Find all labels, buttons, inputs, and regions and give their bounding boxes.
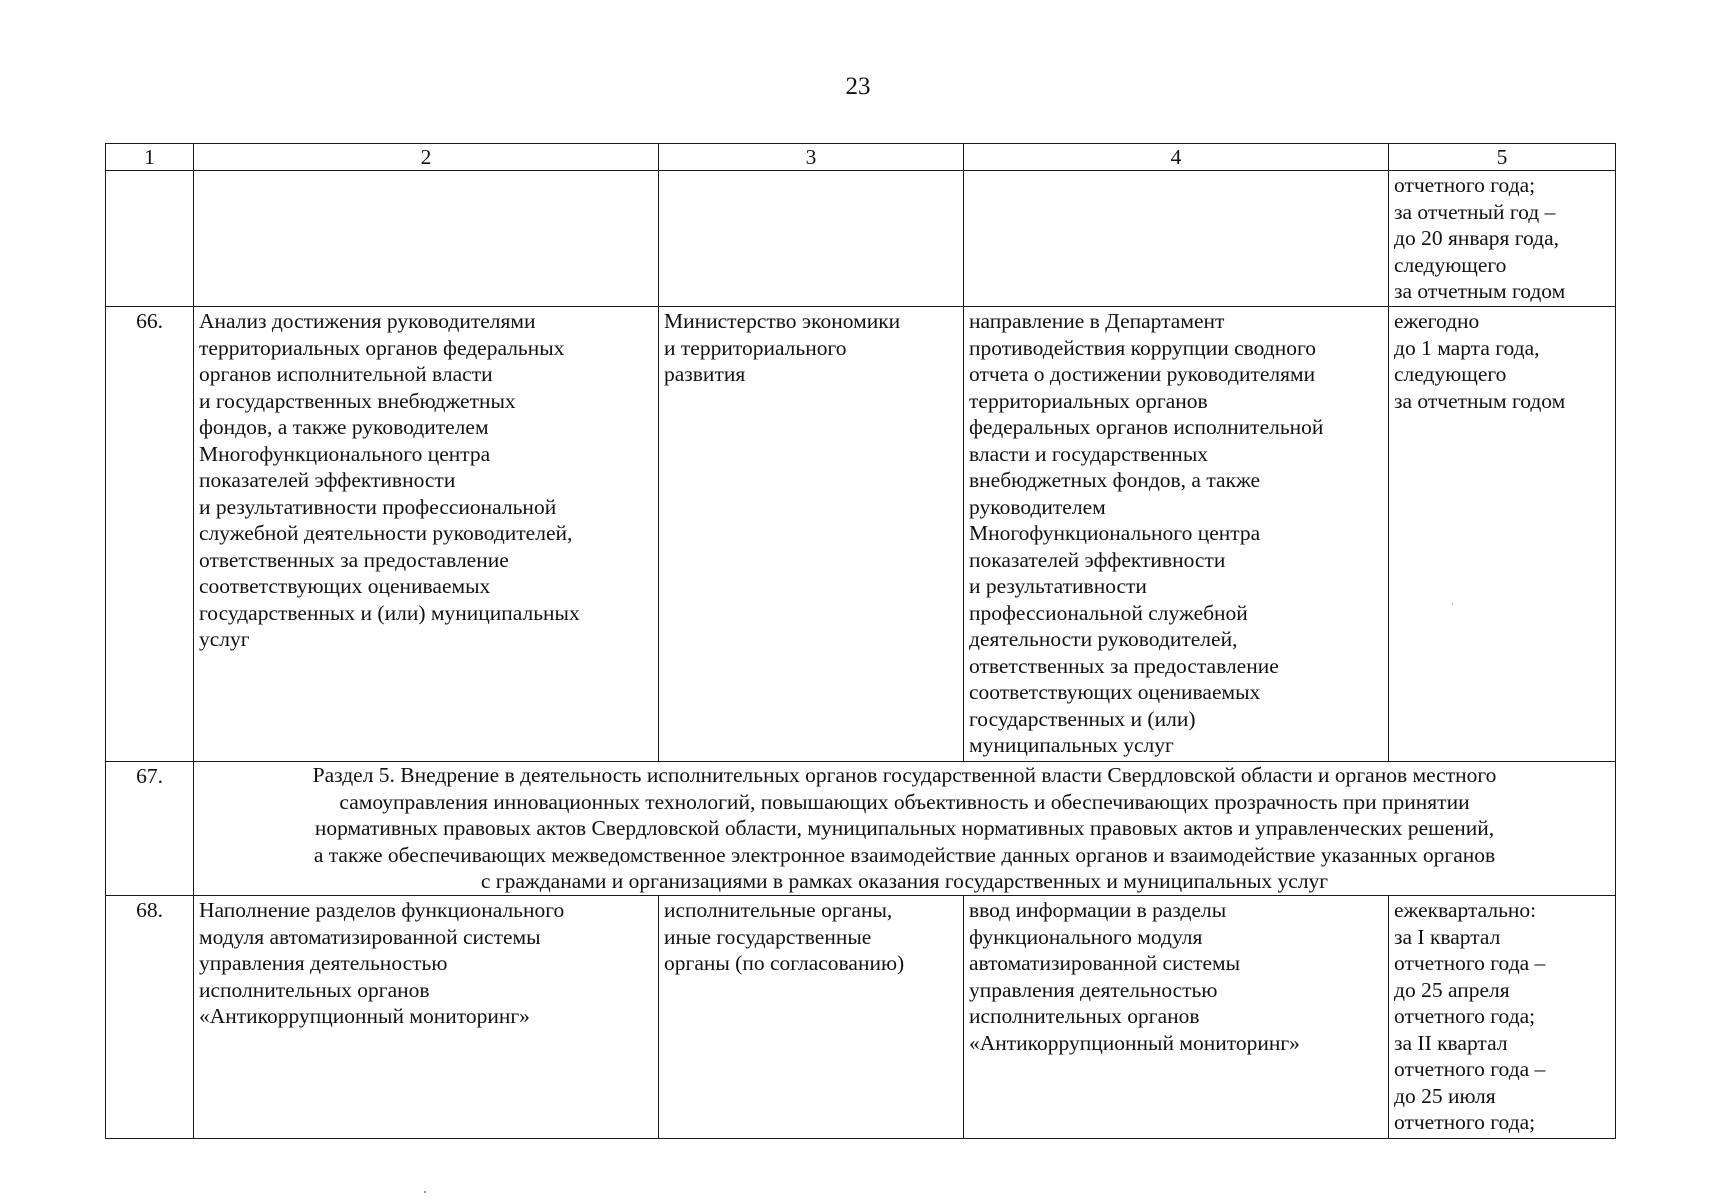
- result-cell: [964, 171, 1389, 307]
- table-row-continuation: [106, 171, 1616, 307]
- column-header-5: 5: [1389, 144, 1616, 171]
- table-row-67: [106, 762, 1616, 896]
- table-row-68: [106, 896, 1616, 1139]
- executor-cell: [659, 171, 964, 307]
- table-header-row: [106, 144, 1616, 171]
- row-number: [106, 171, 194, 307]
- row-number: 67.: [106, 762, 194, 896]
- result-cell: ввод информации в разделы функционального модуля автоматизированной системы управления деятельностью исполнительных органов «Антикоррупционный мониторинг»: [964, 896, 1389, 1139]
- column-header-4: 4: [964, 144, 1389, 171]
- result-cell: направление в Департамент противодействия коррупции сводного отчета о достижении руководителями территориальных органов федеральных органов исполнительной власти и государственных внебюджетных фондов, а также руководителем Многофункционального центра показателей эффективности и результативности профессиональной служебной деятельности руководителей, ответственных за предоставление соответствующих оцениваемых государственных и (или) муниципальных услуг: [964, 307, 1389, 762]
- executor-cell: Министерство экономики и территориального развития: [659, 307, 964, 762]
- row-number: 68.: [106, 896, 194, 1139]
- table-row-66: [106, 307, 1616, 762]
- deadline-cell: отчетного года; за отчетный год – до 20 января года, следующего за отчетным годом: [1389, 171, 1616, 307]
- executor-cell: исполнительные органы, иные государственные органы (по согласованию): [659, 896, 964, 1139]
- row-number: 66.: [106, 307, 194, 762]
- page-number: 23: [845, 73, 871, 100]
- measures-table: [105, 143, 1616, 1139]
- column-header-1: 1: [106, 144, 194, 171]
- scan-speck: [424, 1191, 426, 1193]
- measure-cell: Анализ достижения руководителями территориальных органов федеральных органов исполнительной власти и государственных внебюджетных фондов, а также руководителем Многофункционального центра показателей эффективности и результативности профессиональной служебной деятельности руководителей, ответственных за предоставление соответствующих оцениваемых государственных и (или) муниципальных услуг: [194, 307, 659, 762]
- scan-speck: [1452, 603, 1453, 604]
- section-heading: Раздел 5. Внедрение в деятельность исполнительных органов государственной власти Свердловской области и органов местного самоуправления инновационных технологий, повышающих объективность и обеспечивающих прозрачность при принятии нормативных правовых актов Свердловской области, муниципальных нормативных правовых актов и управленческих решений, а также обеспечивающих межведомственное электронное взаимодействие данных органов и взаимодействие указанных органов с гражданами и организациями в рамках оказания государственных и муниципальных услуг: [194, 762, 1616, 896]
- deadline-cell: ежеквартально: за I квартал отчетного года – до 25 апреля отчетного года; за II квартал отчетного года – до 25 июля отчетного года;: [1389, 896, 1616, 1139]
- column-header-3: 3: [659, 144, 964, 171]
- measure-cell: Наполнение разделов функционального модуля автоматизированной системы управления деятельностью исполнительных органов «Антикоррупционный мониторинг»: [194, 896, 659, 1139]
- measure-cell: [194, 171, 659, 307]
- column-header-2: 2: [194, 144, 659, 171]
- deadline-cell: ежегодно до 1 марта года, следующего за отчетным годом: [1389, 307, 1616, 762]
